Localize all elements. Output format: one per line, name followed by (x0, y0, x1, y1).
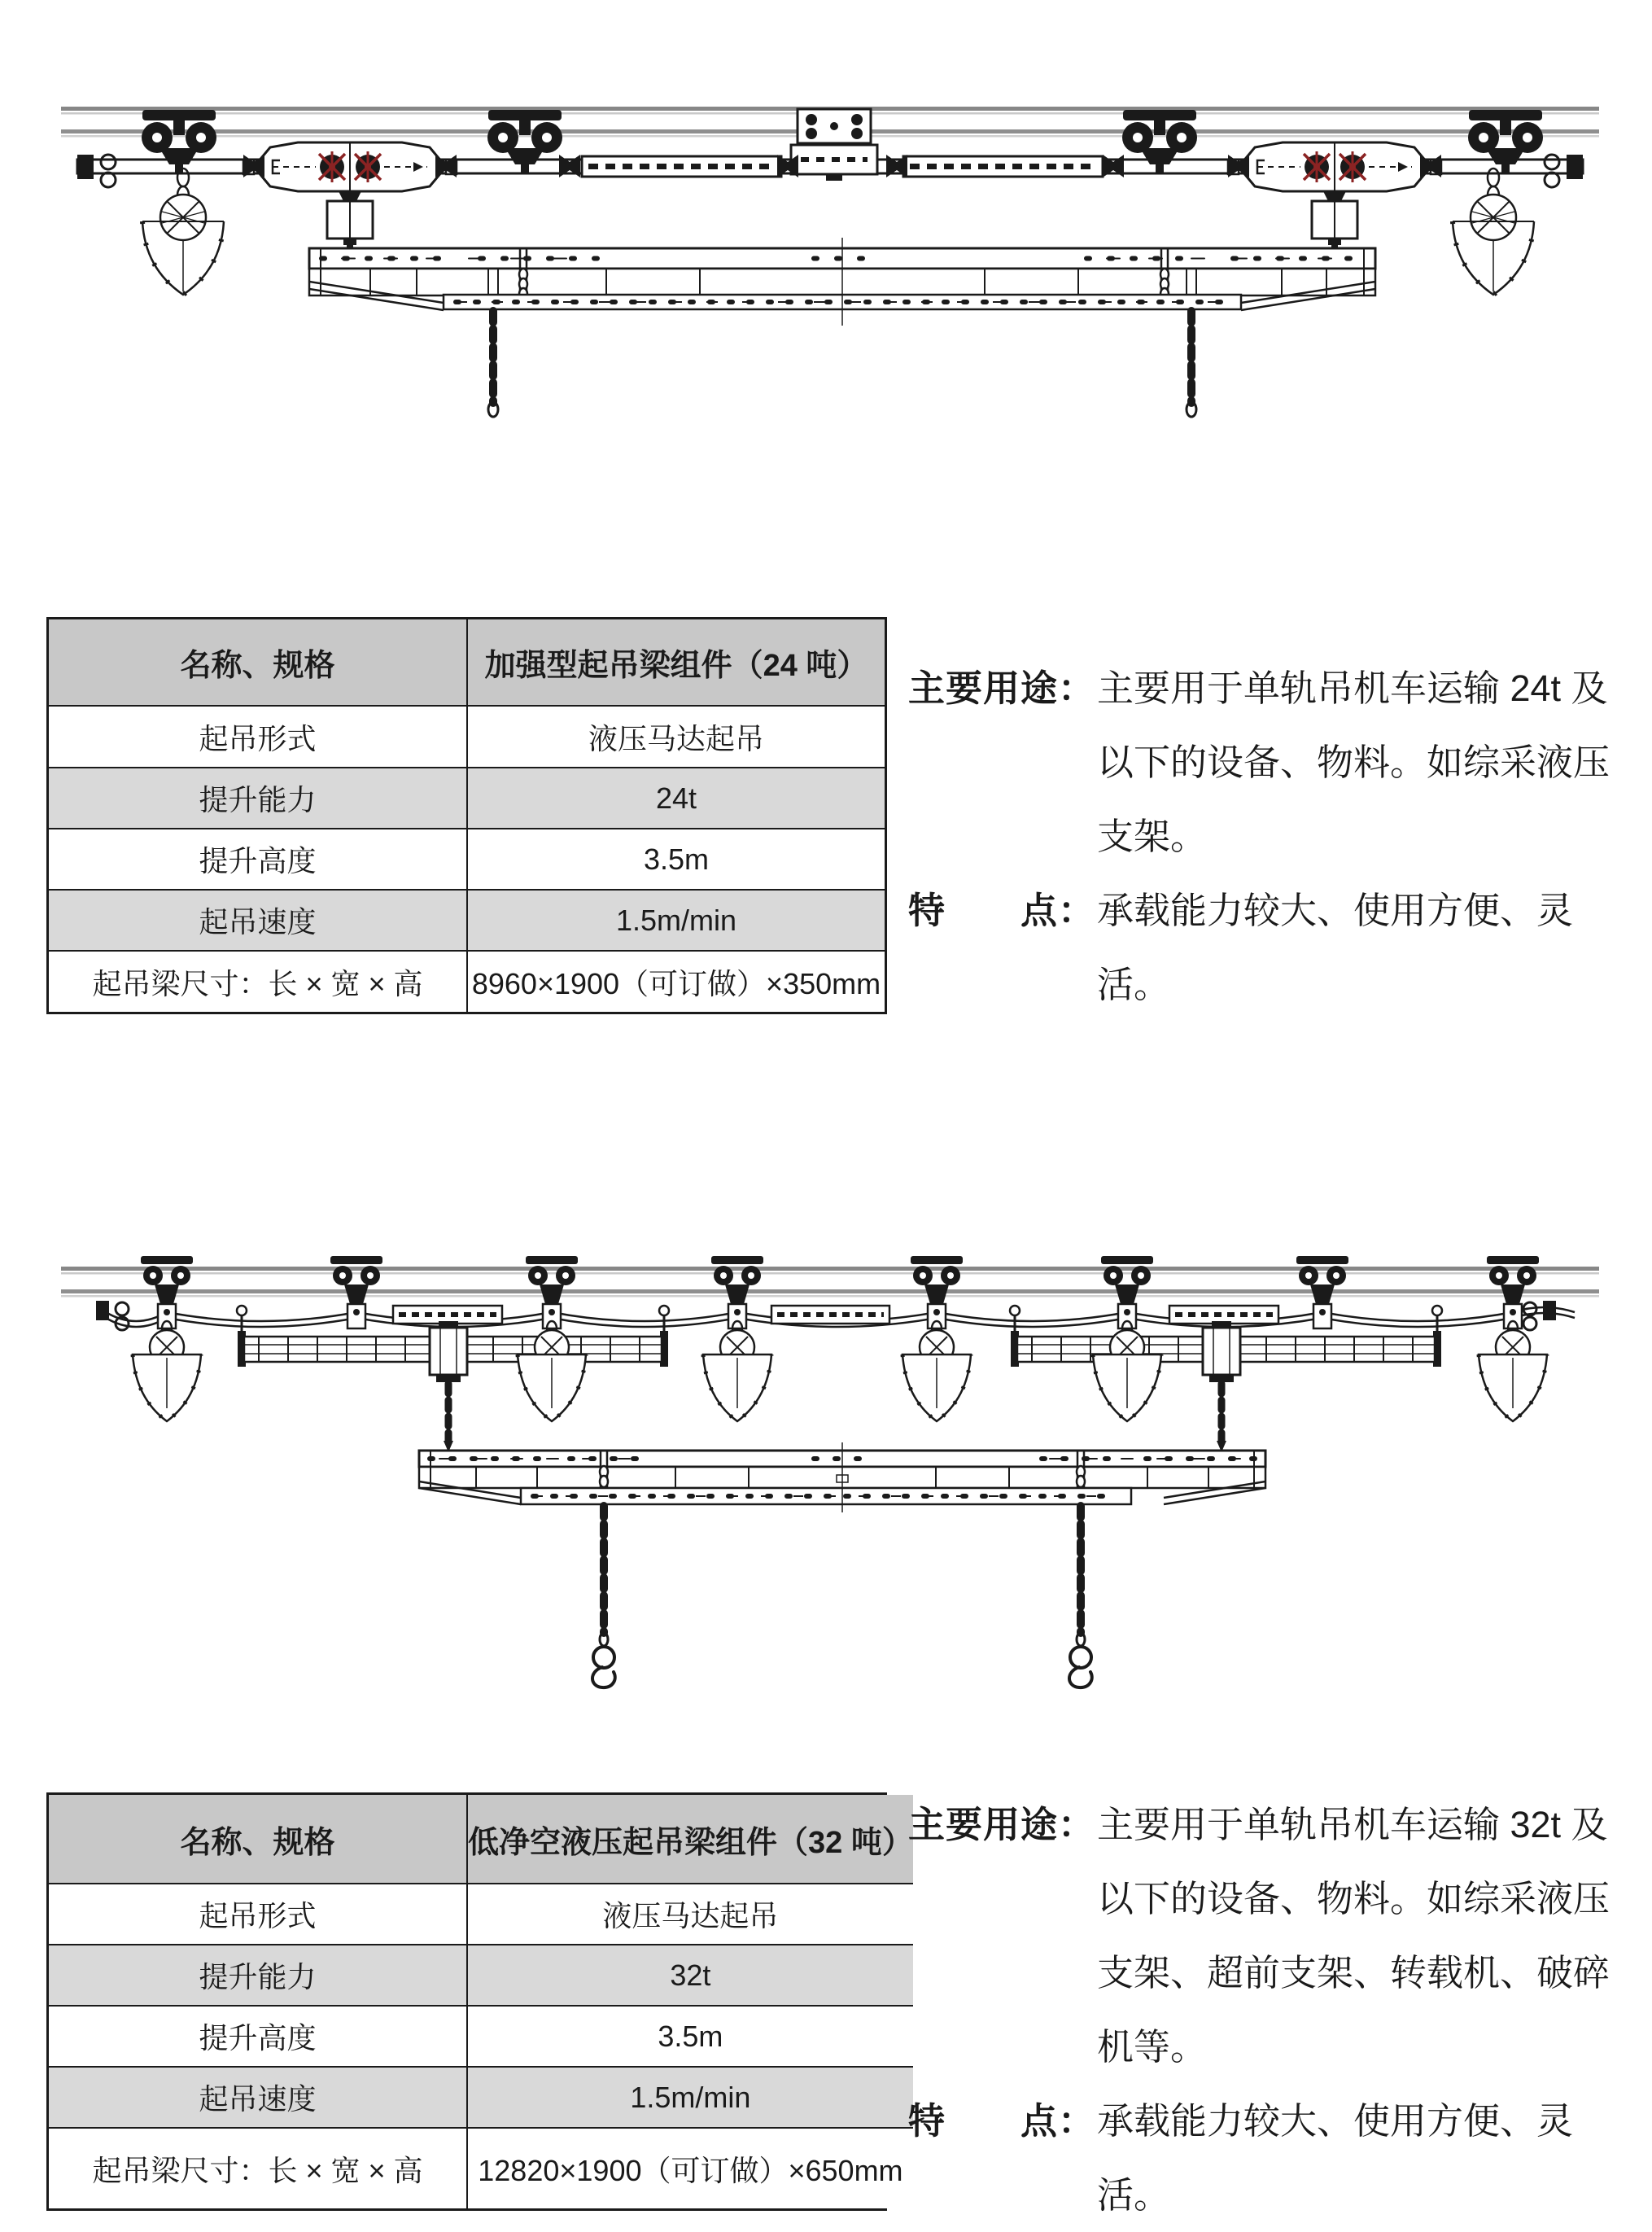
diagram-32t-lifting-beam (0, 1245, 1652, 1701)
row-value: 24t (466, 767, 885, 828)
table-header-name: 名称、规格 (49, 1795, 466, 1883)
bar-end-fitting (1523, 1301, 1556, 1330)
row-label: 提升高度 (49, 828, 466, 889)
usage-line: 支架、超前支架、转载机、破碎 (1097, 1952, 1610, 1993)
guide-wheel-icon (1453, 168, 1534, 295)
row-label: 提升高度 (49, 2005, 466, 2066)
chain-guide-icon (703, 1321, 771, 1421)
usage-line: 机等。 (1097, 2026, 1208, 2068)
usage-line: 以下的设备、物料。如综采液压 (1097, 742, 1610, 783)
monorail-track (61, 1267, 1599, 1298)
row-label: 起吊形式 (49, 1883, 466, 1944)
chain-icon (1217, 1384, 1226, 1452)
turnbuckle-bar (393, 1306, 502, 1324)
turnbuckle-bar (1169, 1306, 1278, 1324)
row-label: 起吊速度 (49, 2066, 466, 2127)
row-value: 液压马达起吊 (466, 1883, 913, 1944)
hydraulic-hoist-unit (1228, 142, 1441, 191)
usage-label: 主要用途： (908, 1804, 1096, 1845)
chain-icon (488, 311, 498, 417)
guide-wheel-icon (142, 168, 224, 295)
table-header-name: 名称、规格 (49, 619, 466, 705)
hook-icon (592, 1633, 615, 1687)
feature-text: 承载能力较大、使用方便、灵活。 (1097, 2100, 1574, 2216)
row-value: 12820×1900（可订做）×650mm (466, 2127, 913, 2208)
row-value: 8960×1900（可订做）×350mm (466, 950, 885, 1012)
row-value: 液压马达起吊 (466, 705, 885, 767)
spec-table-32t (46, 1792, 913, 2211)
hydraulic-hoist-unit (243, 142, 457, 191)
chain-guide-icon (133, 1321, 201, 1421)
tow-linkage (96, 1301, 1575, 1330)
chain-icon (1187, 311, 1196, 417)
row-label: 起吊梁尺寸：长 × 宽 × 高 (49, 950, 466, 1012)
center-rail-clamp (791, 109, 877, 181)
hook-icon (1069, 1633, 1092, 1687)
usage-line: 主要用于单轨吊机车运输 32t 及 (1097, 1804, 1608, 1845)
turnbuckle-bar (903, 156, 1103, 177)
row-value: 3.5m (466, 828, 885, 889)
row-label: 提升能力 (49, 767, 466, 828)
feature-label: 特 点： (908, 890, 1096, 931)
feature-text: 承载能力较大、使用方便、灵活。 (1097, 890, 1574, 1005)
row-label: 起吊梁尺寸：长 × 宽 × 高 (49, 2127, 466, 2208)
usage-label: 主要用途： (908, 667, 1096, 709)
lifting-beam (309, 238, 1375, 326)
row-value: 32t (466, 1944, 913, 2005)
table-header-model: 低净空液压起吊梁组件（32 吨） (466, 1795, 913, 1883)
chain-guide-icon (902, 1321, 971, 1421)
usage-line: 支架。 (1097, 816, 1208, 857)
turnbuckle-bar (582, 156, 781, 177)
usage-line: 主要用于单轨吊机车运输 24t 及 (1097, 667, 1608, 709)
lifting-beam (419, 1442, 1265, 1512)
chain-icon (444, 1384, 453, 1452)
diagram-24t-lifting-beam (0, 0, 1652, 456)
turnbuckle-bar (771, 1306, 889, 1324)
spec-table-24t (46, 617, 887, 1014)
feature-label: 特 点： (908, 2100, 1096, 2142)
usage-line: 以下的设备、物料。如综采液压 (1097, 1878, 1610, 1919)
row-label: 提升能力 (49, 1944, 466, 2005)
row-label: 起吊速度 (49, 889, 466, 950)
chain-guide-icon (1479, 1321, 1547, 1421)
row-value: 1.5m/min (466, 889, 885, 950)
table-header-model: 加强型起吊梁组件（24 吨） (466, 619, 885, 705)
row-value: 3.5m (466, 2005, 913, 2066)
product-note-24t (908, 651, 1645, 1022)
row-label: 起吊形式 (49, 705, 466, 767)
product-note-32t (908, 1788, 1645, 2232)
row-value: 1.5m/min (466, 2066, 913, 2127)
